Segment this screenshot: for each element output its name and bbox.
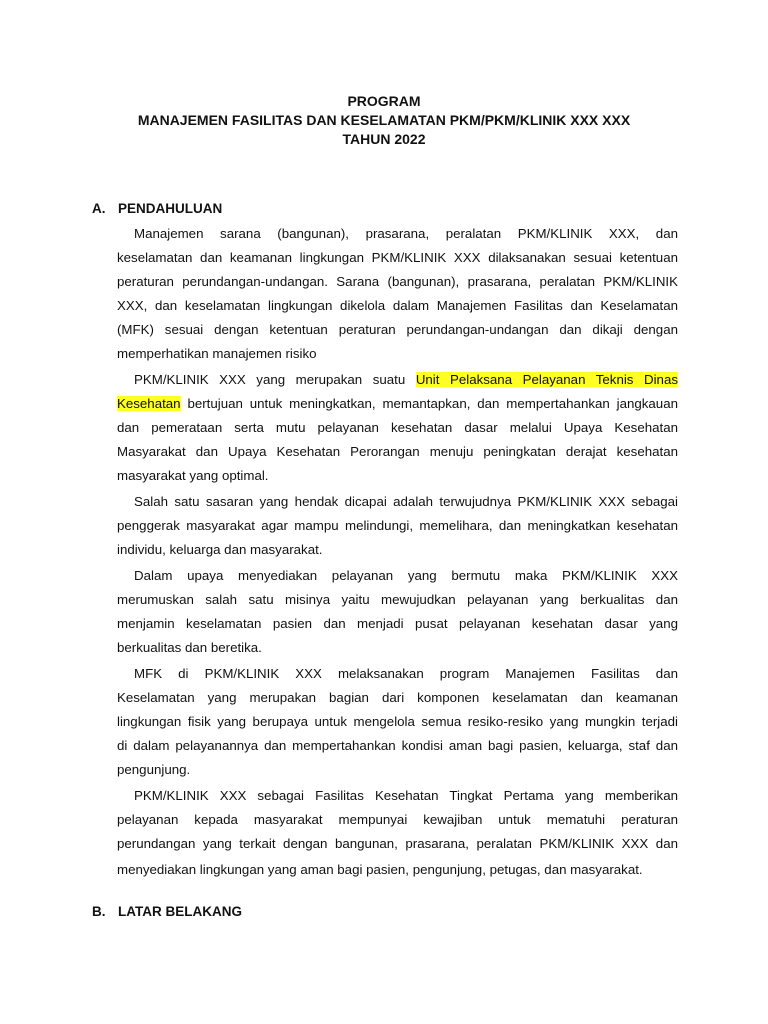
paragraph-line: memperhatikan manajemen risiko xyxy=(117,346,317,361)
paragraph-line: MFK di PKM/KLINIK XXX melaksanakan program Manajemen Fasilitas dan xyxy=(134,666,678,681)
section-a-heading xyxy=(92,201,222,216)
paragraph-line: merumuskan salah satu misinya yaitu mewujudkan pelayanan yang berkualitas dan xyxy=(117,592,678,607)
paragraph-line: Manajemen sarana (bangunan), prasarana, peralatan PKM/KLINIK XXX, dan xyxy=(134,226,678,241)
paragraph-line: PKM/KLINIK XXX sebagai Fasilitas Kesehatan Tingkat Pertama yang memberikan xyxy=(134,788,678,803)
paragraph-line xyxy=(117,372,678,388)
document-title xyxy=(0,92,768,149)
paragraph-line: perundangan yang terkait dengan bangunan, prasarana, peralatan PKM/KLINIK XXX dan xyxy=(117,836,678,851)
paragraph-line: masyarakat yang optimal. xyxy=(117,468,269,483)
paragraph-line: menyediakan lingkungan yang aman bagi pasien, pengunjung, petugas, dan masyarakat. xyxy=(117,862,643,877)
section-b-letter: B. xyxy=(92,904,106,919)
paragraph-line: (MFK) sesuai dengan ketentuan peraturan perundangan-undangan dan dikaji dengan xyxy=(117,322,678,337)
section-b-title: LATAR BELAKANG xyxy=(118,904,242,919)
paragraph-line: Dalam upaya menyediakan pelayanan yang bermutu maka PKM/KLINIK XXX xyxy=(134,568,678,583)
paragraph-line: di dalam pelayanannya dan mempertahankan kondisi aman bagi pasien, keluarga, staf dan xyxy=(117,738,678,753)
section-a-title: PENDAHULUAN xyxy=(118,201,223,216)
paragraph-line: penggerak masyarakat agar mampu melindungi, memelihara, dan meningkatkan kesehatan xyxy=(117,518,678,533)
title-line-3: TAHUN 2022 xyxy=(342,131,426,147)
highlighted-text: Unit Pelaksana Pelayanan Teknis Dinas xyxy=(415,372,678,387)
title-line-2: MANAJEMEN FASILITAS DAN KESELAMATAN PKM/PKM/KLINIK XXX XXX xyxy=(137,112,631,128)
paragraph-line: Masyarakat dan Upaya Kesehatan Perorangan menuju peningkatan derajat kesehatan xyxy=(117,444,678,459)
paragraph-line: pelayanan kepada masyarakat mempunyai kewajiban untuk mematuhi peraturan xyxy=(117,812,678,827)
paragraph-line: Salah satu sasaran yang hendak dicapai adalah terwujudnya PKM/KLINIK XXX sebagai xyxy=(134,494,678,509)
paragraph-line: peraturan perundangan-undangan. Sarana (bangunan), prasarana, peralatan PKM/KLINIK xyxy=(117,274,678,289)
paragraph-line xyxy=(117,396,678,412)
paragraph-line: Keselamatan yang merupakan bagian dari komponen keselamatan dan keamanan xyxy=(117,690,678,705)
section-a-letter: A. xyxy=(92,201,106,216)
paragraph-line: pengunjung. xyxy=(117,762,191,777)
section-b-heading xyxy=(92,904,242,919)
paragraph-line: dan pemerataan serta mutu pelayanan kesehatan dasar melalui Upaya Kesehatan xyxy=(117,420,678,435)
paragraph-line: berkualitas dan beretika. xyxy=(117,640,262,655)
paragraph-line: keselamatan dan keamanan lingkungan PKM/KLINIK XXX dilaksanakan sesuai ketentuan xyxy=(117,250,678,265)
highlighted-text: Kesehatan xyxy=(117,396,181,411)
paragraph-line: menjamin keselamatan pasien dan menjadi pusat pelayanan kesehatan dasar yang xyxy=(117,616,678,631)
title-line-1: PROGRAM xyxy=(347,93,421,109)
paragraph-line: lingkungan fisik yang berupaya untuk mengelola semua resiko-resiko yang mungkin terjadi xyxy=(117,714,678,729)
paragraph-line: individu, keluarga dan masyarakat. xyxy=(117,542,323,557)
paragraph-line: XXX, dan keselamatan lingkungan dikelola dalam Manajemen Fasilitas dan Keselamatan xyxy=(117,298,678,313)
line-text: bertujuan untuk meningkatkan, memantapkan, dan mempertahankan jangkauan xyxy=(180,396,678,411)
line-text: PKM/KLINIK XXX yang merupakan suatu xyxy=(134,372,416,387)
